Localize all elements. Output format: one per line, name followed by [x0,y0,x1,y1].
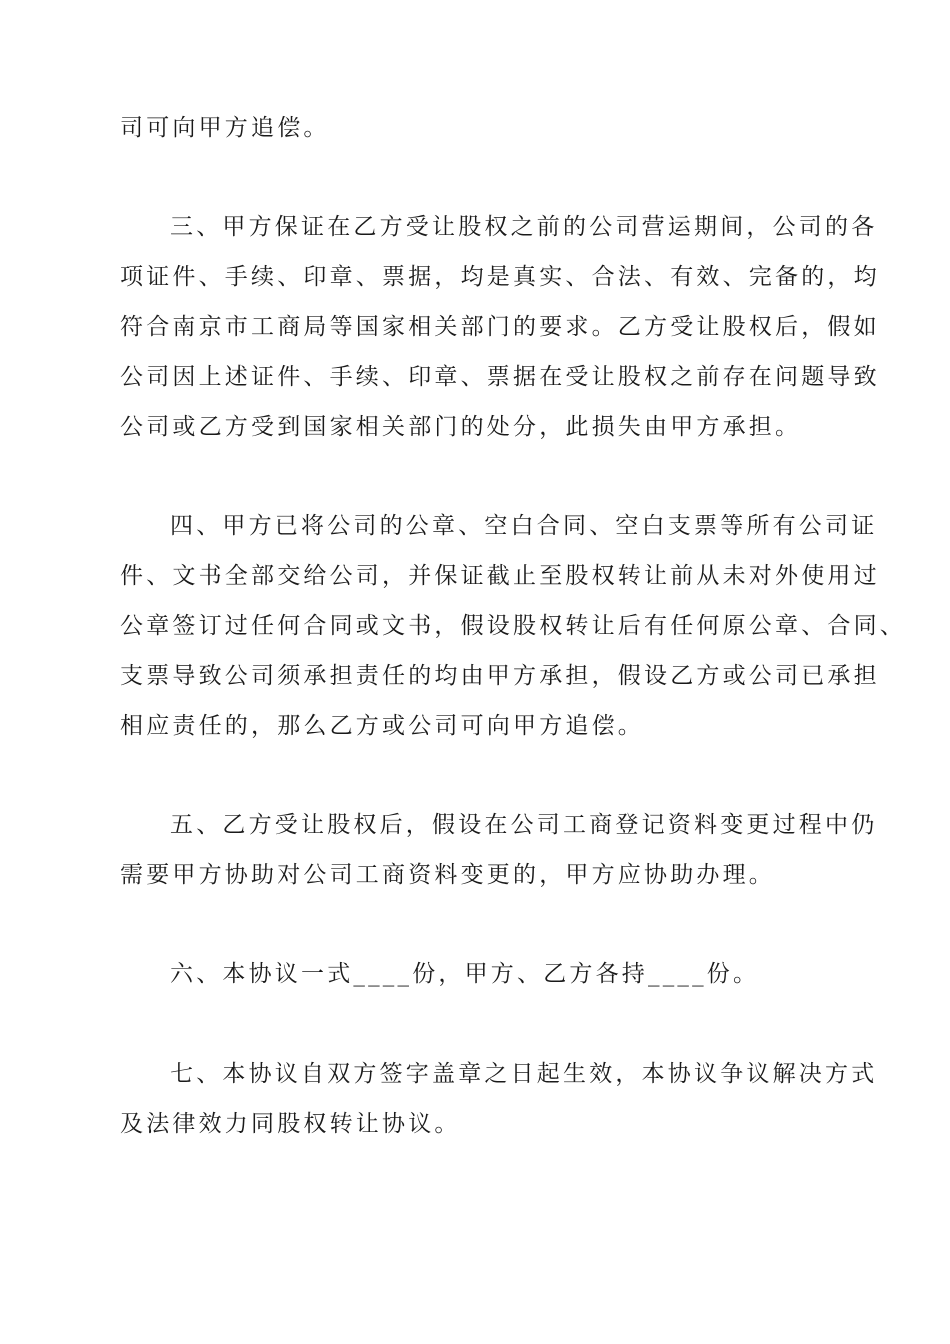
clause-7-line-1: 七、本协议自双方签字盖章之日起生效，本协议争议解决方式 [170,1061,878,1087]
clause-4-line-5: 相应责任的，那么乙方或公司可向甲方追偿。 [120,713,644,739]
clause-3-line-3: 符合南京市工商局等国家相关部门的要求。乙方受让股权后，假如 [120,314,880,340]
clause-4-line-3: 公章签订过任何合同或文书，假设股权转让后有任何原公章、合同、 [120,613,906,639]
clause-3-line-4: 公司因上述证件、手续、印章、票据在受让股权之前存在问题导致 [120,364,880,390]
clause-3-line-5: 公司或乙方受到国家相关部门的处分，此损失由甲方承担。 [120,414,802,440]
paragraph-2-end-line: 司可向甲方追偿。 [120,115,330,141]
clause-7-line-2: 及法律效力同股权转让协议。 [120,1111,461,1137]
clause-4-line-1: 四、甲方已将公司的公章、空白合同、空白支票等所有公司证 [170,513,878,539]
clause-3-line-1: 三、甲方保证在乙方受让股权之前的公司营运期间，公司的各 [170,214,878,240]
clause-5-line-2: 需要甲方协助对公司工商资料变更的，甲方应协助办理。 [120,862,775,888]
clause-3-line-2: 项证件、手续、印章、票据，均是真实、合法、有效、完备的，均 [120,264,880,290]
clause-4-line-2: 件、文书全部交给公司，并保证截止至股权转让前从未对外使用过 [120,563,880,589]
clause-6-line-1: 六、本协议一式____份，甲方、乙方各持____份。 [170,961,760,987]
clause-4-line-4: 支票导致公司须承担责任的均由甲方承担，假设乙方或公司已承担 [120,663,880,689]
clause-5-line-1: 五、乙方受让股权后，假设在公司工商登记资料变更过程中仍 [170,812,878,838]
